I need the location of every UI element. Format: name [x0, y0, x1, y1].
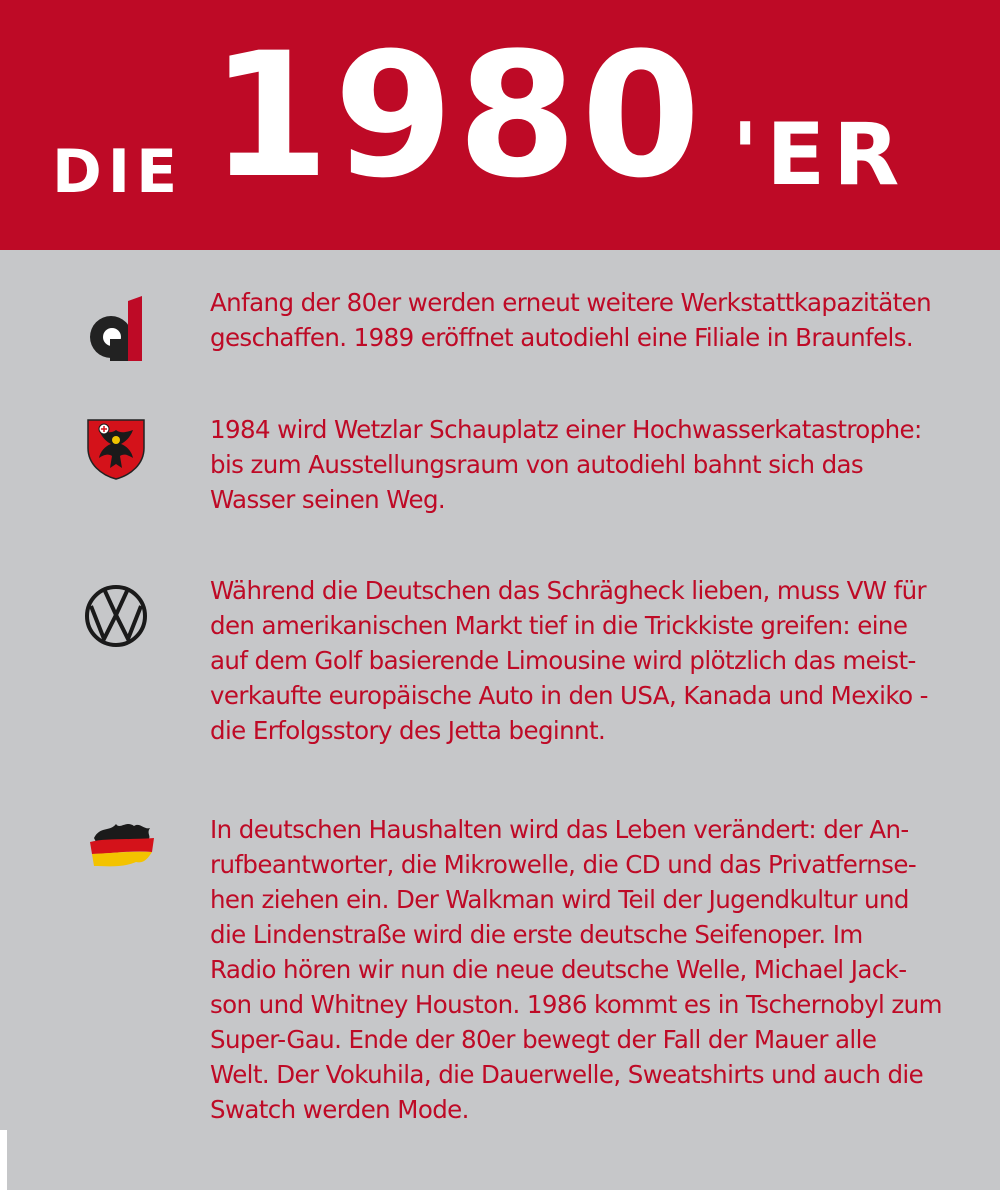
title-year: 1980 — [210, 15, 705, 216]
entry-line: Wasser seinen Weg. — [210, 485, 446, 514]
entry-germany-text — [210, 812, 980, 1127]
entry-vw-text — [210, 573, 980, 748]
entry-line: 1984 wird Wetzlar Schauplatz einer Hochwasserkatastrophe: — [210, 415, 922, 444]
entry-line: Während die Deutschen das Schrägheck lieben, muss VW für — [210, 576, 926, 605]
entry-line: hen ziehen ein. Der Walkman wird Teil der Jugendkultur und — [210, 885, 909, 914]
entry-line: Swatch werden Mode. — [210, 1095, 469, 1124]
entry-line: geschaffen. 1989 eröffnet autodiehl eine Filiale in Braunfels. — [210, 323, 914, 352]
title-banner — [0, 0, 1000, 250]
entry-line: den amerikanischen Markt tief in die Trickkiste greifen: eine — [210, 611, 908, 640]
title-prefix: DIE — [52, 137, 184, 207]
entry-line: Anfang der 80er werden erneut weitere Werkstattkapazitäten — [210, 288, 932, 317]
german-flag-icon — [86, 816, 156, 872]
title-suffix: 'ER — [732, 105, 908, 205]
entry-line: auf dem Golf basierende Limousine wird plötzlich das meist- — [210, 646, 916, 675]
entry-line: Radio hören wir nun die neue deutsche Welle, Michael Jack- — [210, 955, 907, 984]
entry-line: die Lindenstraße wird die erste deutsche Seifenoper. Im — [210, 920, 863, 949]
entry-line: In deutschen Haushalten wird das Leben verändert: der An- — [210, 815, 909, 844]
entry-line: Super-Gau. Ende der 80er bewegt der Fall der Mauer alle — [210, 1025, 877, 1054]
entry-line: son und Whitney Houston. 1986 kommt es in Tschernobyl zum — [210, 990, 942, 1019]
wetzlar-coat-of-arms-icon — [85, 418, 147, 480]
entry-line: rufbeantworter, die Mikrowelle, die CD und das Privatfernse- — [210, 850, 917, 879]
entry-line: die Erfolgsstory des Jetta beginnt. — [210, 716, 606, 745]
entry-line: verkaufte europäische Auto in den USA, Kanada und Mexiko - — [210, 681, 928, 710]
edge-strip — [0, 1130, 7, 1190]
entry-line: bis zum Ausstellungsraum von autodiehl bahnt sich das — [210, 450, 864, 479]
entry-wetzlar-text — [210, 412, 980, 517]
autodiehl-logo-icon — [88, 293, 146, 361]
vw-logo-icon — [84, 584, 148, 648]
entry-autodiehl-text — [210, 285, 980, 355]
entry-line: Welt. Der Vokuhila, die Dauerwelle, Sweatshirts und auch die — [210, 1060, 924, 1089]
